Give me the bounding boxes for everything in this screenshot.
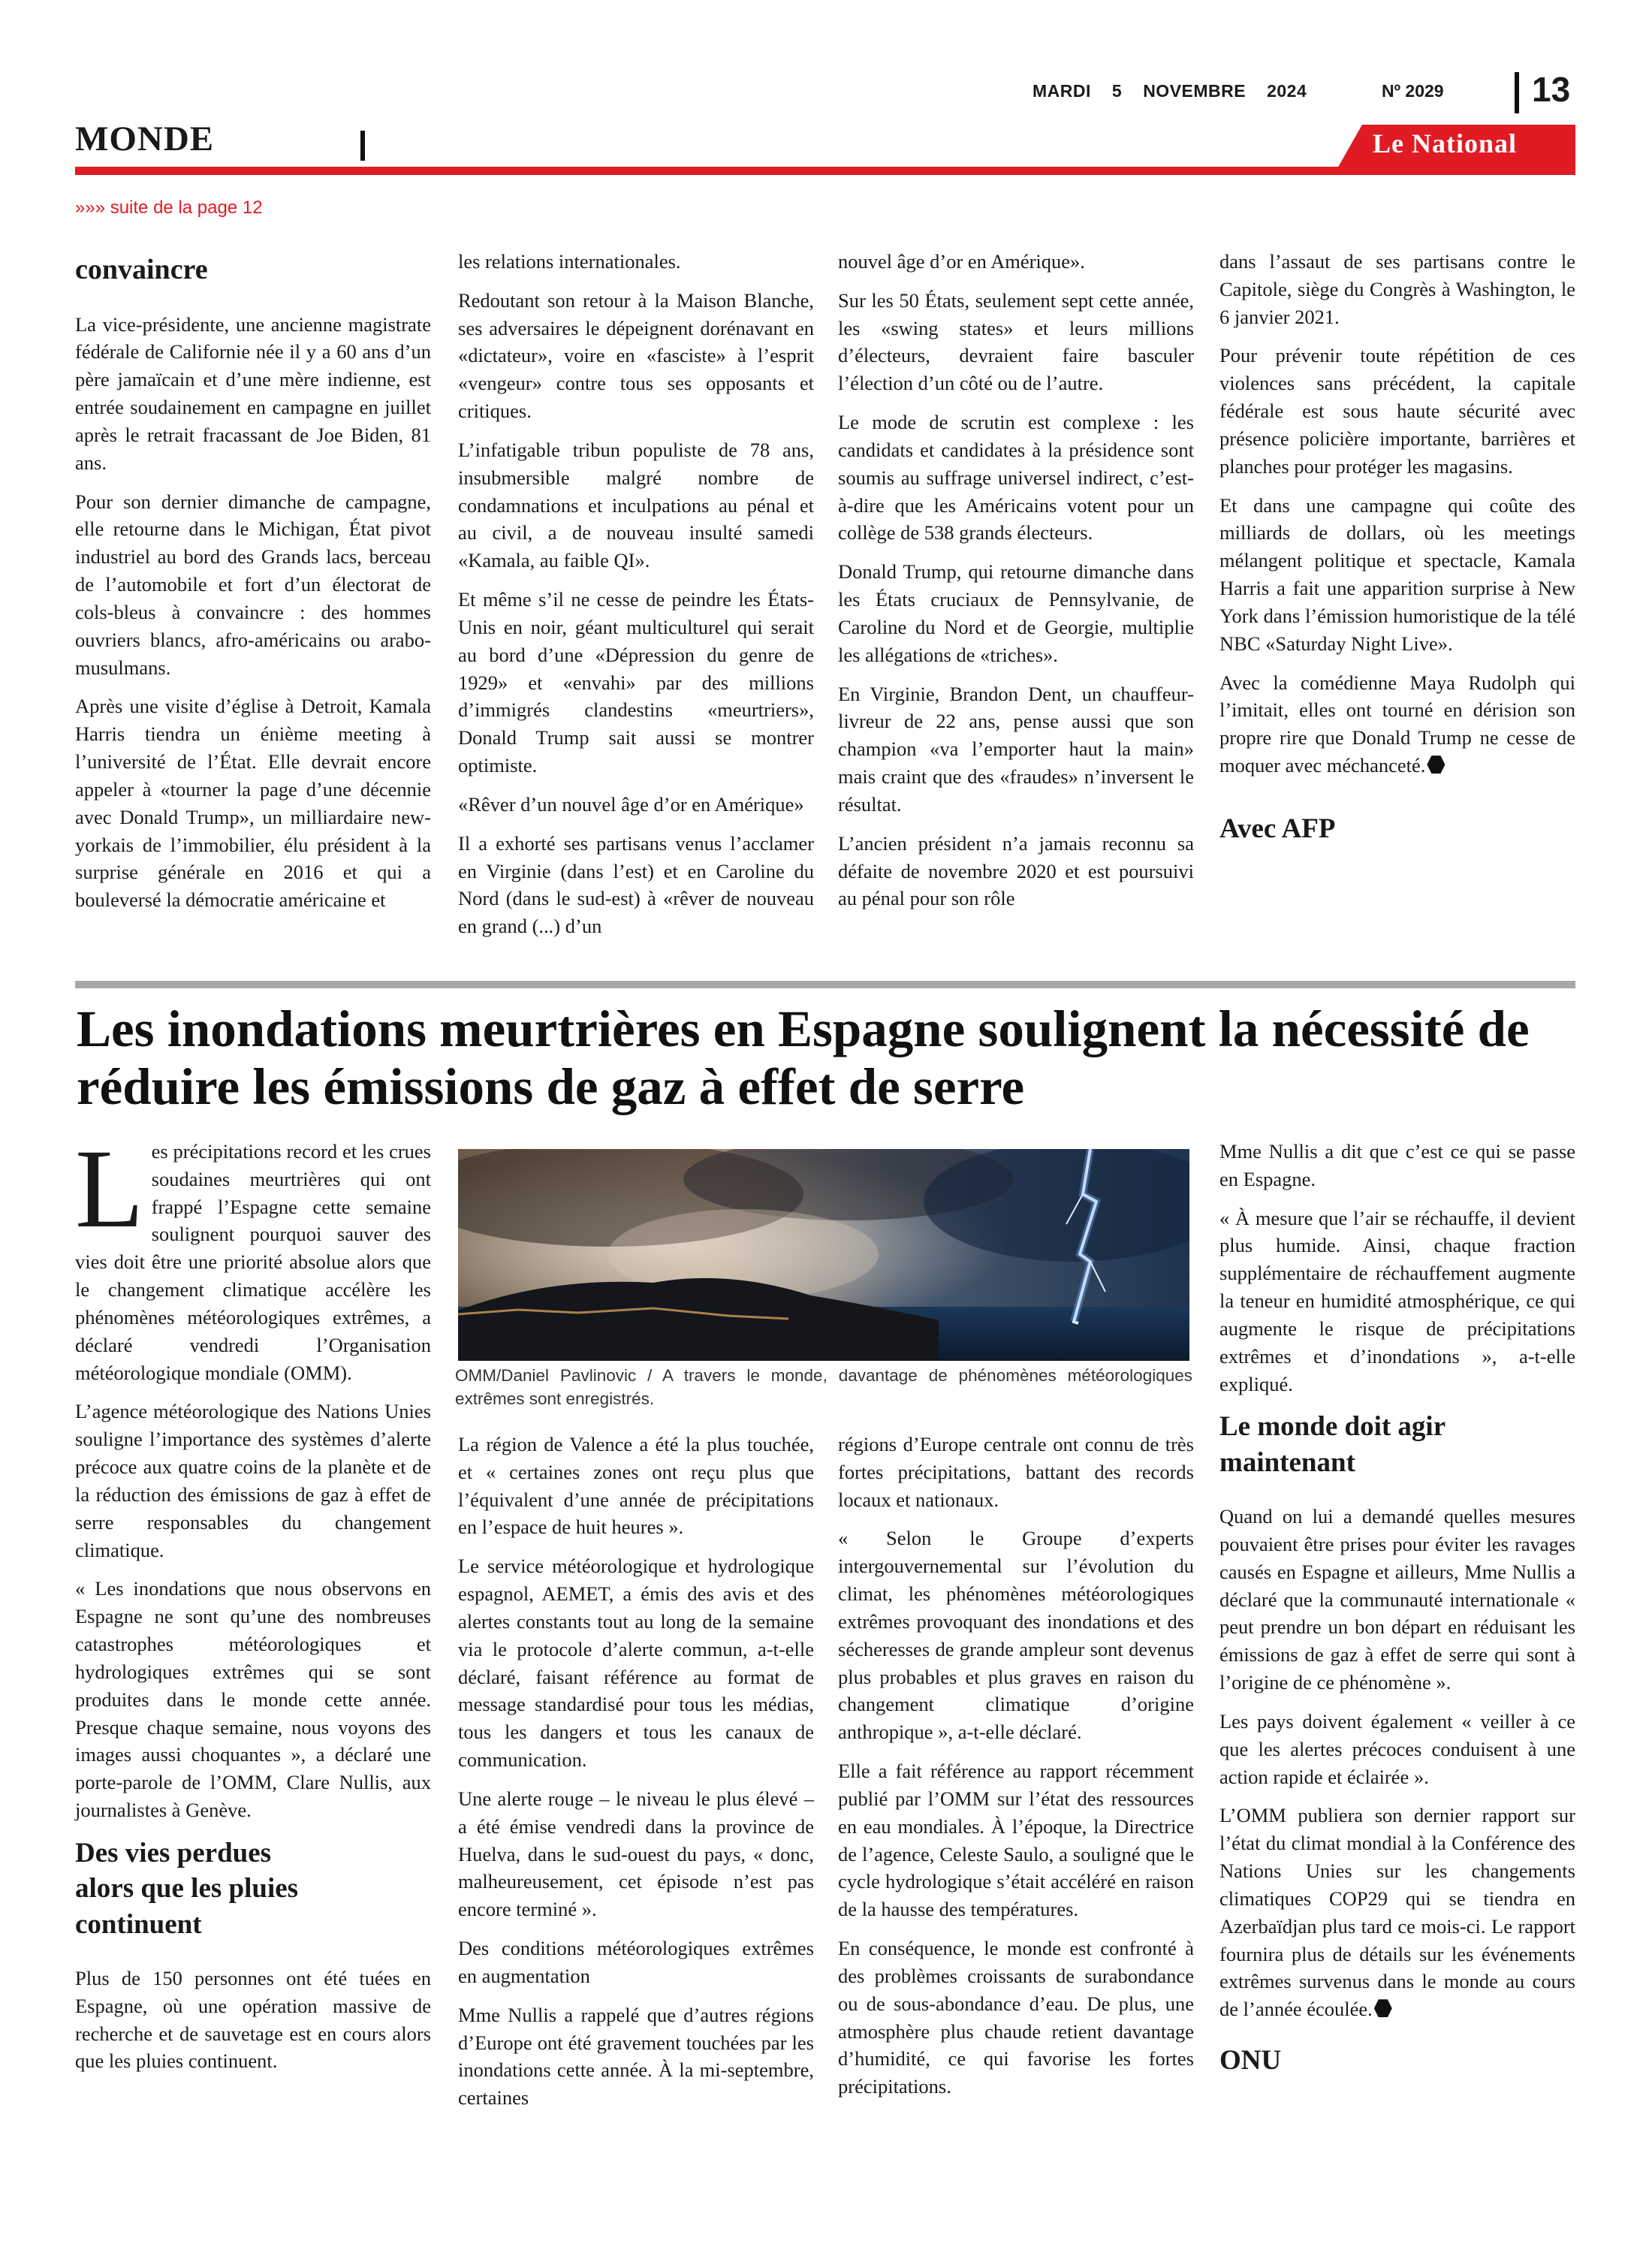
paragraph xyxy=(1219,1138,1575,1193)
article2-col4-paragraphs xyxy=(1219,1138,1575,1398)
paragraph xyxy=(458,436,814,575)
page-number: 13 xyxy=(1532,70,1571,109)
dateline xyxy=(1032,81,1328,101)
paragraph-text: Sur les 50 États, seulement sept cette année, les «swing states» et leurs millions d’électeurs, devraient faire basculer l’élection d’un côté ou de l’autre. xyxy=(838,288,1194,395)
article2-column-4 xyxy=(1219,1138,1575,2078)
issue-number: Nº 2029 xyxy=(1382,81,1444,101)
paragraph-text: « Selon le Groupe d’experts intergouvernemental sur l’évolution du climat, les phénomènes météorologiques extrêmes provoquant des inondations et des sécheresses de grande ampleur sont devenus plus probables et plus graves en raison du changement climatique d’origine anthropique », a-t-elle déclaré. xyxy=(838,1527,1194,1744)
article2-col1-paragraphs xyxy=(75,1398,431,1823)
paragraph xyxy=(1219,492,1575,658)
paragraph-text: La région de Valence a été la plus touchée, et « certaines zones ont reçu plus que l’équivalent d’une année de précipitations en l’espace de huit heures ». xyxy=(458,1433,814,1539)
paragraph xyxy=(458,791,814,819)
paragraph xyxy=(458,1935,814,1990)
date-year: 2024 xyxy=(1267,81,1307,101)
paragraph xyxy=(75,488,431,682)
paragraph xyxy=(838,409,1194,547)
paragraph-text: Les pays doivent également « veiller à ce que les alertes précoces conduisent à une action rapide et éclairée ». xyxy=(1219,1709,1575,1788)
paragraph xyxy=(458,586,814,780)
article2-signature: ONU xyxy=(1219,2045,1282,2077)
article1-column-2 xyxy=(458,248,814,952)
paragraph-text: Donald Trump, qui retourne dimanche dans les États cruciaux de Pennsylvanie, de Caroline du Nord et de Georgie, multiplie les allégations de «triches». xyxy=(838,560,1194,666)
paragraph xyxy=(458,1552,814,1774)
paragraph xyxy=(458,2001,814,2112)
paragraph-text: La vice-présidente, une ancienne magistrate fédérale de Californie née il y a 60 ans d’un père jamaïcain et d’une mère indienne, est entrée soudainement en campagne en juillet après le retrait fracassant de Joe Biden, 81 ans. xyxy=(75,312,431,474)
section-divider xyxy=(360,131,365,161)
article1-col4-paragraphs xyxy=(1219,248,1575,780)
paragraph-text: Elle a fait référence au rapport récemment publié par l’OMM sur l’état des ressources en eau mondiales. À l’époque, la Directrice de l’agence, Celeste Saulo, a souligné que le cycle hydrologique s’était accéléré en raison de la hausse des températures. xyxy=(838,1760,1194,1921)
paragraph-text: Plus de 150 personnes ont été tuées en Espagne, où une opération massive de recherche et de sauvetage est en cours alors que les pluies continuent. xyxy=(75,1966,431,2073)
paragraph xyxy=(75,692,431,914)
article2-col4-after-paragraphs xyxy=(1219,1503,1575,2023)
paragraph-text: Et même s’il ne cesse de peindre les États-Unis en noir, géant multiculturel qui serait au bord d’une «Dépression du genre de 1929» et «envahi» par des millions d’immigrés clandestins «meurtriers», Donald Trump sait aussi se montrer optimiste. xyxy=(458,588,814,777)
paragraph xyxy=(1219,669,1575,780)
article2-column-1 xyxy=(75,1126,431,2086)
article1-column-1 xyxy=(75,250,431,925)
paragraph-text: Le mode de scrutin est complexe : les candidats et candidates à la présidence sont soumis au suffrage universel indirect, c’est-à-dire que les Américains votent pour un collège de 538 grands électeurs. xyxy=(838,411,1194,544)
storm-lightning-image xyxy=(458,1149,1189,1361)
date-number: 5 xyxy=(1111,81,1123,101)
photo-caption: OMM/Daniel Pavlinovic / A travers le monde, davantage de phénomènes météorologiques extrêmes sont enregistrés. xyxy=(455,1366,1192,1409)
paragraph xyxy=(458,1431,814,1541)
paragraph xyxy=(458,248,814,276)
paragraph xyxy=(1219,248,1575,330)
paragraph-text: En conséquence, le monde est confronté à des problèmes croissants de surabondance ou de sous-abondance d’eau. De plus, une atmosphère plus chaude retient davantage d’humidité, ce qui favorise les fortes précipitations. xyxy=(838,1937,1194,2098)
paragraph-text: Il a exhorté ses partisans venus l’acclamer en Virginie (dans l’est) et en Caroline du Nord (dans le sud-est) à «rêver de nouveau en grand (...) d’un xyxy=(458,831,814,938)
paragraph xyxy=(1219,1503,1575,1697)
article2-col2-paragraphs xyxy=(458,1431,814,2112)
paragraph-text: régions d’Europe centrale ont connu de très fortes précipitations, battant des records locaux et nationaux. xyxy=(838,1433,1194,1511)
paragraph-text: L’infatigable tribun populiste de 78 ans, insubmersible malgré nombre de condamnations et inculpations au pénal et au civil, a de nouveau insulté samedi «Kamala, au faible QI». xyxy=(458,438,814,572)
paragraph-text: « À mesure que l’air se réchauffe, il devient plus humide. Ainsi, chaque fraction supplémentaire de réchauffement augmente la teneur en humidité atmosphérique, ce qui augmente le risque de précipitations extrêmes et d’inondations », a-t-elle expliqué. xyxy=(1219,1206,1575,1395)
article1-subheading: convaincre xyxy=(75,254,208,285)
article1-signature: Avec AFP xyxy=(1219,813,1336,844)
paragraph xyxy=(458,287,814,425)
paragraph-text: En Virginie, Brandon Dent, un chauffeur-livreur de 22 ans, pense aussi que son champion «va l’emporter haut la main» mais craint que des «fraudes» n’inversent le résultat. xyxy=(838,682,1194,816)
paragraph-text: Pour son dernier dimanche de campagne, elle retourne dans le Michigan, État pivot industriel au bord des Grands lacs, berceau de l’automobile et fort d’un électorat de cols-bleus à convaincre : des hommes ouvriers blancs, afro-américains ou arabo-musulmans. xyxy=(75,490,431,679)
paragraph-text: «Rêver d’un nouvel âge d’or en Amérique» xyxy=(458,792,804,816)
paragraph xyxy=(75,1575,431,1823)
paragraph xyxy=(838,1935,1194,2101)
paragraph-text: Des conditions météorologiques extrêmes en augmentation xyxy=(458,1937,814,1987)
paragraph xyxy=(838,1431,1194,1513)
paragraph-text: L’ancien président n’a jamais reconnu sa défaite de novembre 2020 et est poursuivi au pénal pour son rôle xyxy=(838,831,1194,910)
hexagon-end-icon xyxy=(1374,1999,1392,2017)
paragraph xyxy=(75,311,431,477)
paragraph xyxy=(1219,342,1575,480)
article2-col1-after-paragraphs xyxy=(75,1965,431,2075)
paragraph xyxy=(1219,1708,1575,1790)
paragraph-text: les relations internationales. xyxy=(458,250,681,273)
article2-subheading-1: Des vies perdues alors que les pluies continuent xyxy=(75,1837,299,1940)
paragraph-text: L’agence météorologique des Nations Unies souligne l’importance des systèmes d’alerte précoce aux quatre coins de la planète et de la réduction des émissions de gaz à effet de serre responsables du changement climatique. xyxy=(75,1400,431,1561)
section-title: MONDE xyxy=(75,119,215,158)
article1-column-3 xyxy=(838,248,1194,924)
drop-cap: L xyxy=(75,1126,144,1251)
paragraph-text: nouvel âge d’or en Amérique». xyxy=(838,250,1085,273)
article1-column-4 xyxy=(1219,248,1575,846)
brand-name: Le National xyxy=(1373,128,1518,158)
article2-column-2 xyxy=(458,1431,814,2123)
paragraph xyxy=(838,287,1194,397)
paragraph xyxy=(838,248,1194,276)
article1-col1-paragraphs xyxy=(75,311,431,914)
paragraph-text: « Les inondations que nous observons en Espagne ne sont qu’une des nombreuses catastrophes météorologiques et hydrologiques extrêmes qui se sont produites dans le monde cette année. Presque chaque semaine, nous voyons des images aussi choquantes », a déclaré une porte-parole de l’OMM, Clare Nullis, aux journalistes à Genève. xyxy=(75,1577,431,1822)
article2-col3-paragraphs xyxy=(838,1431,1194,2101)
paragraph xyxy=(838,1757,1194,1923)
paragraph xyxy=(838,830,1194,912)
paragraph-text: Et dans une campagne qui coûte des milliards de dollars, où les meetings mélangent politique et spectacle, Kamala Harris a fait une apparition surprise à New York dans l’émission humoristique de la télé NBC «Saturday Night Live». xyxy=(1219,493,1575,655)
date-day: MARDI xyxy=(1032,81,1091,101)
paragraph-text: dans l’assaut de ses partisans contre le Capitole, siège du Congrès à Washington, le 6 janvier 2021. xyxy=(1219,250,1575,328)
article2-lead-text: es précipitations record et les crues soudaines meurtrières qui ont frappé l’Espagne cette semaine soulignent pourquoi sauver des vies doit être une priorité absolue alors que le changement climatique accélère les phénomènes météorologiques extrêmes, a déclaré vendredi l’Organisation météorologique mondiale (OMM). xyxy=(75,1140,431,1384)
paragraph xyxy=(75,1965,431,2075)
article2-subheading-2: Le monde doit agir maintenant xyxy=(1219,1411,1446,1478)
continuation-note: »»» suite de la page 12 xyxy=(75,198,263,218)
paragraph-text: Mme Nullis a rappelé que d’autres régions d’Europe ont été gravement touchées par les inondations cette année. À la mi-septembre, certaines xyxy=(458,2003,814,2110)
paragraph xyxy=(1219,1802,1575,2023)
article1-col2-paragraphs xyxy=(458,248,814,940)
paragraph xyxy=(75,1398,431,1564)
date-month: NOVEMBRE xyxy=(1143,81,1247,101)
page-number-divider xyxy=(1515,72,1519,113)
article-separator xyxy=(75,981,1575,988)
paragraph-text: Pour prévenir toute répétition de ces violences sans précédent, la capitale fédérale est sous haute sécurité avec présence policière importante, barrières et planches pour protéger les magasins. xyxy=(1219,344,1575,478)
paragraph-text: Mme Nullis a dit que c’est ce qui se passe en Espagne. xyxy=(1219,1140,1575,1190)
paragraph-text: Le service météorologique et hydrologique espagnol, AEMET, a émis des avis et des alertes constants tout au long de la semaine via le protocole d’alerte commun, a-t-elle déclaré, faisant référence au format de message standardisé pour tous les médias, tous les dangers et tous les canaux de communication. xyxy=(458,1555,814,1772)
paragraph xyxy=(838,680,1194,819)
article2-column-3 xyxy=(838,1431,1194,2112)
paragraph-text: Quand on lui a demandé quelles mesures pouvaient être prises pour éviter les ravages causés en Espagne et ailleurs, Mme Nullis a déclaré que la communauté internationale « peut prendre un bon départ en réduisant les émissions de gaz à effet de serre qui sont à l’origine de ce phénomène ». xyxy=(1219,1505,1575,1694)
paragraph xyxy=(1219,1205,1575,1398)
paragraph xyxy=(838,558,1194,668)
article2-lead-paragraph xyxy=(75,1126,431,1386)
paragraph-text: L’OMM publiera son dernier rapport sur l’état du climat mondial à la Conférence des Nations Unies sur les changements climatiques COP29 qui se tiendra en Azerbaïdjan plus tard ce mois-ci. Le rapport fournira plus de détails sur les événements extrêmes survenus dans le monde au cours de l’année écoulée. xyxy=(1219,1804,1575,2021)
hexagon-end-icon xyxy=(1427,756,1445,774)
paragraph xyxy=(838,1525,1194,1746)
article2-headline: Les inondations meurtrières en Espagne soulignent la nécessité de réduire les émissions de gaz à effet de serre xyxy=(77,1000,1530,1116)
paragraph-text: Une alerte rouge – le niveau le plus élevé – a été émise vendredi dans la province de Huelva, dans le sud-ouest du pays, « donc, malheureusement, cet épisode n’est pas encore terminé ». xyxy=(458,1787,814,1921)
paragraph-text: Avec la comédienne Maya Rudolph qui l’imitait, elles ont tourné en dérision son propre rire que Donald Trump ne cesse de moquer avec méchanceté. xyxy=(1219,671,1575,777)
paragraph-text: Redoutant son retour à la Maison Blanche, ses adversaires le dépeignent dorénavant en «dictateur», voire en «fasciste» à l’esprit «vengeur» contre tous ses opposants et critiques. xyxy=(458,288,814,423)
header-red-rule xyxy=(75,167,1575,175)
storm-photo xyxy=(458,1149,1189,1361)
paragraph xyxy=(458,830,814,940)
article1-col3-paragraphs xyxy=(838,248,1194,912)
paragraph-text: Après une visite d’église à Detroit, Kamala Harris tiendra un énième meeting à l’université de l’État. Elle devrait encore appeler à «tourner la page d’une décennie avec Donald Trump», un milliardaire new-yorkais de l’immobilier, élu président à la surprise générale en 2016 et qui a bouleversé la démocratie américaine et xyxy=(75,695,431,912)
paragraph xyxy=(458,1785,814,1923)
